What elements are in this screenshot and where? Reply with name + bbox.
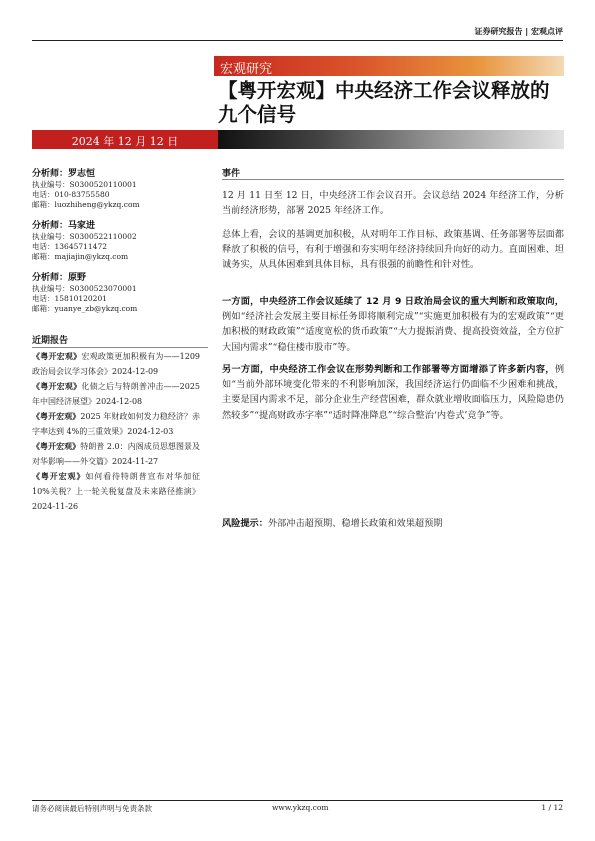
report-series-tag: 《粤开宏观》 bbox=[32, 381, 82, 391]
report-item-text: 2025 年财政如何发力稳经济？赤字率达到 4%的三重效果》2024-12-03 bbox=[32, 412, 201, 436]
event-section-divider bbox=[222, 179, 564, 180]
date-banner bbox=[32, 130, 218, 149]
title-gradient-bar bbox=[218, 130, 564, 149]
analyst-email[interactable]: 邮箱：majiajin@ykzq.com bbox=[32, 252, 129, 261]
recent-report-item[interactable] bbox=[32, 379, 200, 409]
category-banner bbox=[214, 56, 564, 76]
analyst-name: 分析师：罗志恒 bbox=[32, 169, 96, 179]
recent-report-item[interactable] bbox=[32, 409, 200, 439]
analyst-name: 分析师：马家进 bbox=[32, 221, 96, 231]
header-divider bbox=[32, 40, 563, 41]
event-section-heading: 事件 bbox=[222, 169, 241, 179]
analyst-card bbox=[32, 270, 208, 314]
overview-paragraph: 总体上看，会议的基调更加积极，从对明年工作目标、政策基调、任务部署等层面都释放了积极的信号，有利于增强和夯实明年经济持续回升向好的动力。直面困难、坦诚务实，从具体困难到具体目标，具有很强的前瞻性和针对性。 bbox=[222, 229, 564, 271]
analyst-list bbox=[32, 166, 208, 322]
analyst-license: 执业编号：S0300522110002 bbox=[32, 232, 137, 241]
footer-divider bbox=[32, 800, 563, 801]
risk-warning-text: 外部冲击超预期、稳增长政策和效果超预期 bbox=[267, 518, 443, 529]
analyst-phone: 电话：13645711472 bbox=[32, 242, 107, 251]
recent-report-item[interactable] bbox=[32, 349, 200, 379]
second-aspect-lead: 另一方面，中央经济工作会议在形势判断和工作部署等方面增添了许多新内容， bbox=[222, 364, 555, 375]
recent-report-item[interactable] bbox=[32, 439, 200, 469]
analyst-license: 执业编号：S0300523070001 bbox=[32, 284, 137, 293]
page-number: 1 / 12 bbox=[541, 803, 563, 812]
second-aspect-detail: 例如“当前外部环境变化带来的不利影响加深，我国经济运行仍面临不少困难和挑战，主要是国内需求不足，部分企业生产经营困难，群众就业增收面临压力，风险隐患仍然较多”“提高财政赤字率”“适时降准降息”“综合整治‘内卷式’竞争”等。 bbox=[222, 364, 564, 421]
analyst-phone: 电话：010-83755580 bbox=[32, 190, 110, 199]
category-label: 宏观研究 bbox=[220, 62, 273, 77]
analyst-email[interactable]: 邮箱：yuanye_zb@ykzq.com bbox=[32, 304, 138, 313]
analyst-card bbox=[32, 218, 208, 262]
report-item-text: 特朗普 2.0：内阁成员思想图景及对华影响——外交篇》2024-11-27 bbox=[32, 442, 201, 466]
analyst-email[interactable]: 邮箱：luozhiheng@ykzq.com bbox=[32, 200, 140, 209]
footer-disclaimer: 请务必阅读最后特别声明与免责条款 bbox=[32, 804, 152, 813]
risk-warning bbox=[222, 516, 564, 531]
report-series-tag: 《粤开宏观》 bbox=[32, 441, 81, 451]
report-series-tag: 《粤开宏观》 bbox=[32, 411, 81, 421]
recent-reports-list bbox=[32, 349, 200, 514]
analyst-card bbox=[32, 166, 208, 210]
report-title: 【粤开宏观】中央经济工作会议释放的九个信号 bbox=[218, 79, 550, 126]
report-item-text: 如何看待特朗普宣布对华加征 10%关税？上一轮关税复盘及未来路径推演》2024-11-26 bbox=[32, 472, 201, 511]
report-item-text: 化债之后与特朗普冲击——2025 年中国经济展望》2024-12-08 bbox=[32, 382, 201, 406]
first-aspect-detail: 例如“经济社会发展主要目标任务即将顺利完成”“实施更加积极有为的宏观政策”“更加积极的财政政策”“适度宽松的货币政策”“大力提振消费、提高投资效益，全方位扩大国内需求”“稳住楼市股市”等。 bbox=[222, 311, 564, 353]
event-paragraph: 12 月 11 日至 12 日，中央经济工作会议召开。会议总结 2024 年经济工作，分析当前经济形势，部署 2025 年经济工作。 bbox=[222, 190, 564, 217]
second-aspect-paragraph bbox=[222, 362, 564, 423]
report-date: 2024 年 12 月 12 日 bbox=[71, 135, 179, 148]
recent-reports-divider bbox=[32, 347, 208, 348]
first-aspect-lead: 一方面，中央经济工作会议延续了 12 月 9 日政治局会议的重大判断和政策取向， bbox=[222, 296, 564, 307]
report-series-tag: 《粤开宏观》 bbox=[32, 351, 82, 361]
risk-warning-label: 风险提示： bbox=[222, 518, 268, 529]
footer-website[interactable]: www.ykzq.com bbox=[272, 803, 329, 812]
recent-report-item[interactable] bbox=[32, 469, 200, 514]
analyst-phone: 电话：15810120201 bbox=[32, 294, 107, 303]
recent-reports-heading: 近期报告 bbox=[32, 336, 69, 346]
first-aspect-paragraph bbox=[222, 294, 564, 355]
report-type-tag: 证券研究报告 | 宏观点评 bbox=[474, 27, 563, 36]
report-item-text: 宏观政策更加积极有为——1209 政治局会议学习体会》2024-12-09 bbox=[32, 352, 201, 376]
analyst-name: 分析师：原野 bbox=[32, 273, 87, 283]
report-series-tag: 《粤开宏观》 bbox=[32, 471, 86, 481]
analyst-license: 执业编号：S0300520110001 bbox=[32, 180, 137, 189]
